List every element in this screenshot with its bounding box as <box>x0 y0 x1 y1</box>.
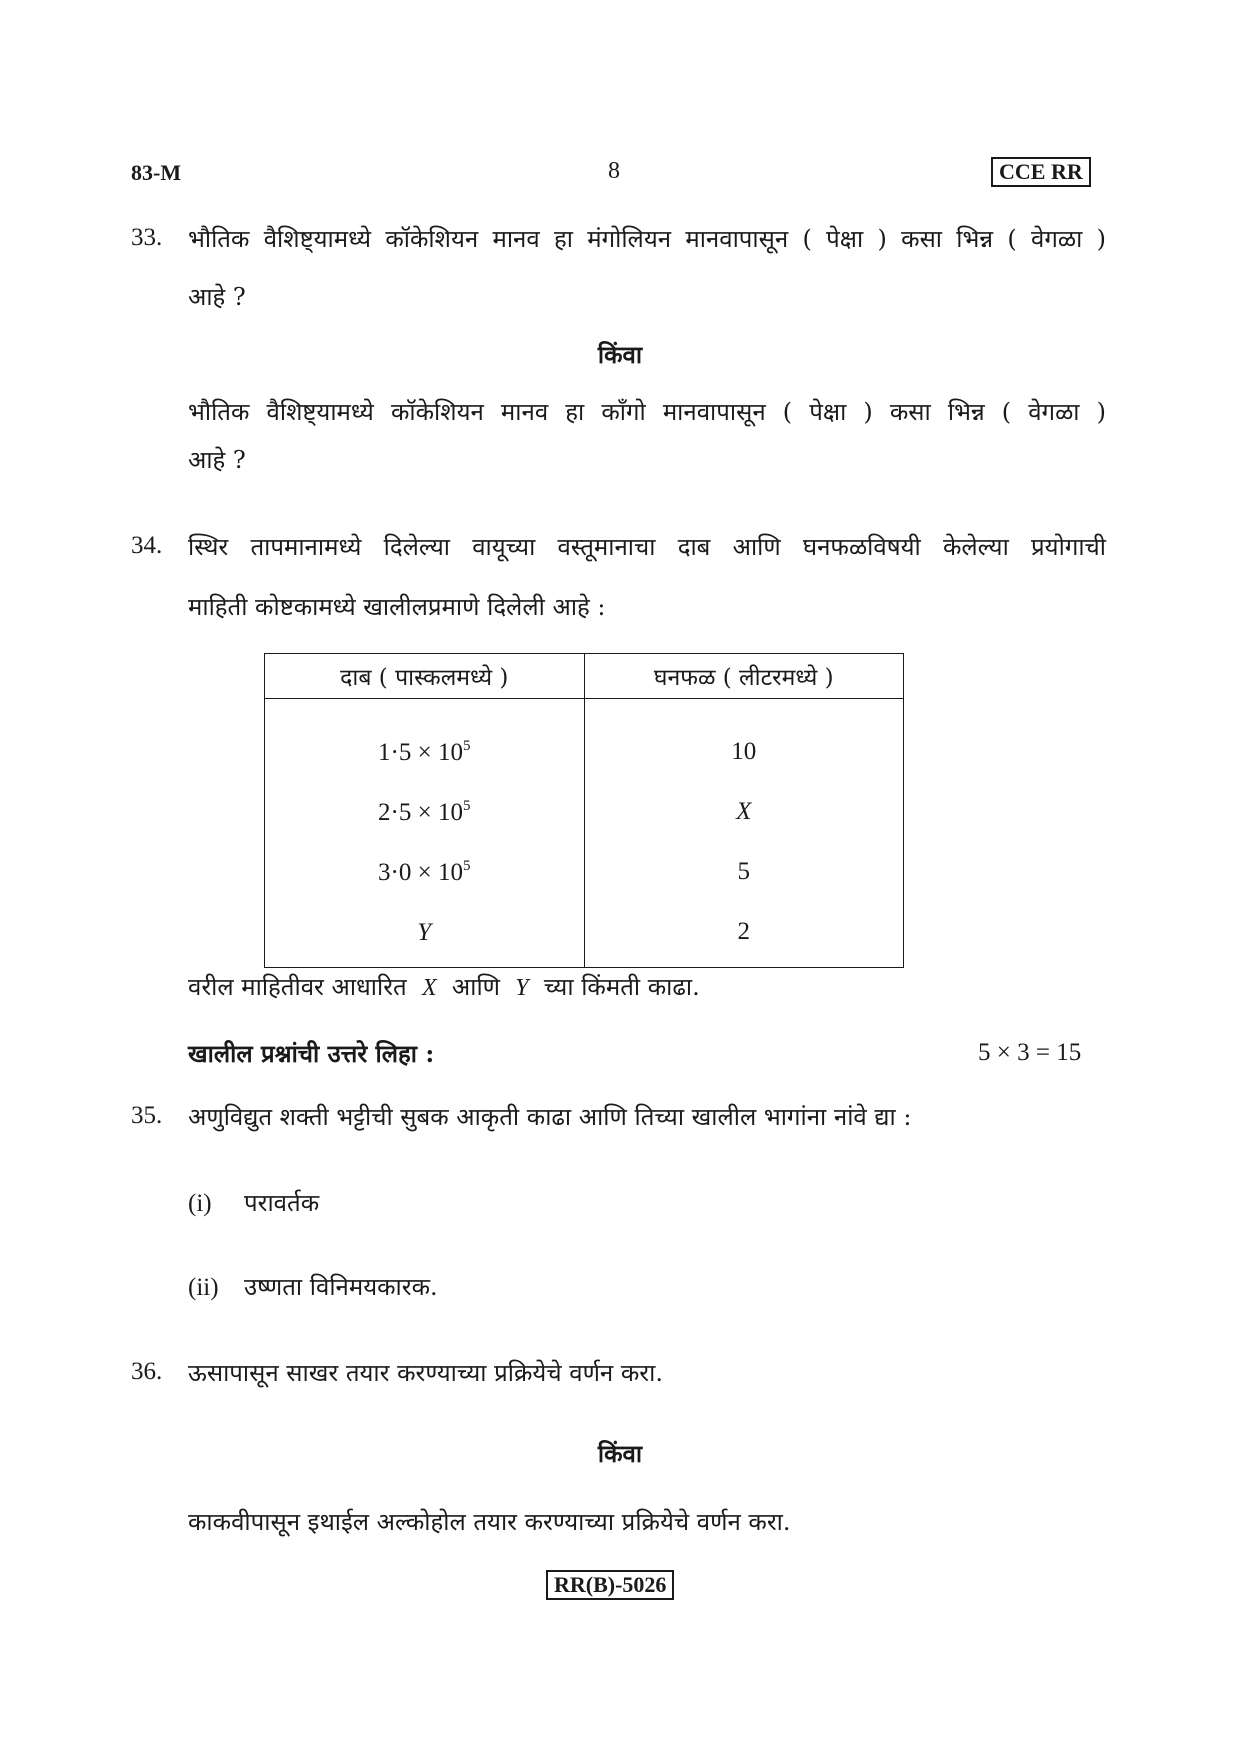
q33-number: 33. <box>131 224 163 251</box>
q35-item-text: उष्णता विनिमयकारक. <box>244 1273 438 1301</box>
volume-cell: 10 <box>584 699 904 783</box>
pressure-cell: $1\cdot 5 \times 10^5$ <box>265 699 585 783</box>
page-number: 8 <box>608 158 620 184</box>
q35-item-label: (i) <box>188 1190 212 1217</box>
section-marks: 5 × 3 = 15 <box>978 1039 1082 1066</box>
q33-alt-line2: आहे ? <box>188 446 246 474</box>
table-row <box>265 902 904 968</box>
q35-number: 35. <box>131 1102 163 1129</box>
table-row <box>265 699 904 783</box>
pressure-volume-table <box>264 653 904 968</box>
table-row <box>265 842 904 902</box>
table-row <box>265 782 904 842</box>
q36-or: किंवा <box>597 1439 643 1468</box>
volume-cell: X <box>584 782 904 842</box>
pressure-cell: $3\cdot 0 \times 10^5$ <box>265 842 585 902</box>
q33-line2: आहे ? <box>188 283 246 311</box>
q34-line2: माहिती कोष्टकामध्ये खालीलप्रमाणे दिलेली आहे : <box>188 593 606 621</box>
q36-text: ऊसापासून साखर तयार करण्याच्या प्रक्रियेचे वर्णन करा. <box>188 1359 663 1387</box>
q33-or: किंवा <box>597 340 643 369</box>
q34-line1: स्थिर तापमानामध्ये दिलेल्या वायूच्या वस्तूमानाचा दाब आणि घनफळविषयी केलेल्या प्रयोगाची <box>188 533 1106 561</box>
series-box: CCE RR <box>991 157 1091 187</box>
footer-code-box: RR(B)-5026 <box>546 1570 674 1600</box>
section-instruction: खालील प्रश्नांची उत्तरे लिहा : <box>188 1039 435 1068</box>
q33-alt-line1: भौतिक वैशिष्ट्यामध्ये कॉकेशियन मानव हा काँगो मानवापासून ( पेक्षा ) कसा भिन्न ( वेगळा ) <box>188 398 1106 426</box>
pressure-cell: $2\cdot 5 \times 10^5$ <box>265 782 585 842</box>
header-pressure: दाब ( पास्कलमध्ये ) <box>265 654 585 699</box>
q34-ask: वरील माहितीवर आधारित X आणि Y च्या किंमती काढा. <box>188 973 700 1001</box>
q36-number: 36. <box>131 1358 163 1385</box>
q35-text: अणुविद्युत शक्ती भट्टीची सुबक आकृती काढा आणि तिच्या खालील भागांना नांवे द्या : <box>188 1103 912 1131</box>
volume-cell: 5 <box>584 842 904 902</box>
paper-code: 83-M <box>131 160 182 185</box>
q34-number: 34. <box>131 532 163 559</box>
table-header-row <box>265 654 904 699</box>
q35-item-text: परावर्तक <box>244 1189 320 1217</box>
volume-cell: 2 <box>584 902 904 968</box>
q33-line1: भौतिक वैशिष्ट्यामध्ये कॉकेशियन मानव हा मंगोलियन मानवापासून ( पेक्षा ) कसा भिन्न ( वेगळा ) <box>188 225 1106 253</box>
pressure-cell: Y <box>265 902 585 968</box>
q36-alt-text: काकवीपासून इथाईल अल्कोहोल तयार करण्याच्या प्रक्रियेचे वर्णन करा. <box>188 1508 791 1536</box>
header-volume: घनफळ ( लीटरमध्ये ) <box>584 654 904 699</box>
q35-item-label: (ii) <box>188 1274 219 1301</box>
